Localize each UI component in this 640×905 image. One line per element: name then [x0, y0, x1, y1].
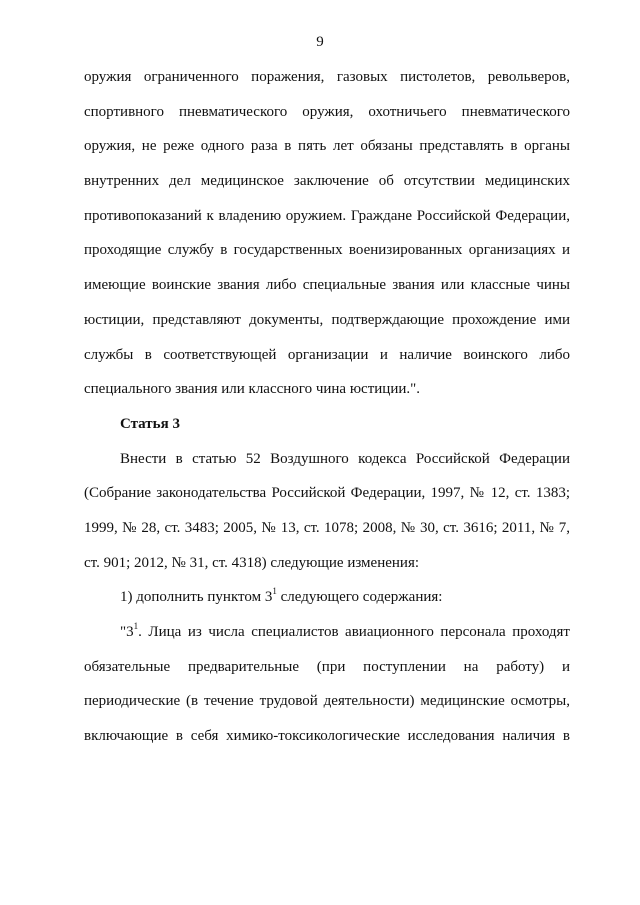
text-line: спортивного пневматического оружия, охотничьего пневматического [84, 103, 570, 120]
text-line: периодические (в течение трудовой деятельности) медицинские осмотры, [84, 693, 570, 710]
text-line: ст. 901; 2012, № 31, ст. 4318) следующие изменения: [84, 554, 420, 571]
text-line: специального звания или классного чина юстиции.". [84, 381, 420, 398]
text-line: оружия, не реже одного раза в пять лет обязаны представлять в органы [84, 138, 570, 155]
page-number: 9 [316, 34, 324, 50]
text-line: Внести в статью 52 Воздушного кодекса Российской Федерации [120, 450, 570, 467]
text-line: обязательные предварительные (при поступлении на работу) и [84, 658, 570, 675]
text-line: противопоказаний к владению оружием. Граждане Российской Федерации, [84, 207, 570, 224]
text-line: внутренних дел медицинское заключение об отсутствии медицинских [84, 173, 570, 190]
article-intro [84, 448, 570, 587]
quoted-amendment [84, 621, 570, 760]
document-body [84, 66, 570, 760]
text-line: оружия ограниченного поражения, газовых пистолетов, револьверов, [84, 69, 570, 85]
quote-open-text: . Лица из числа специалистов авиационного персонала проходят [138, 624, 570, 640]
text-line: проходящие службу в государственных военизированных организациях и [84, 242, 570, 259]
text-line: юстиции, представляют документы, подтверждающие прохождение ими [84, 311, 570, 328]
amendment-item-1 [84, 586, 570, 621]
text-line: включающие в себя химико-токсикологические исследования наличия в [84, 728, 570, 745]
item-text: 1) дополнить пунктом 3 [120, 589, 273, 606]
article-heading: Статья 3 [120, 415, 180, 432]
text-line: службы в соответствующей организации и наличие воинского либо [84, 346, 570, 363]
text-line: 1999, № 28, ст. 3483; 2005, № 13, ст. 1078; 2008, № 30, ст. 3616; 2011, № 7, [84, 519, 570, 536]
item-text: следующего содержания: [276, 589, 443, 606]
text-line [84, 621, 570, 656]
paragraph-continuation [84, 66, 570, 413]
text-line: имеющие воинские звания либо специальные звания или классные чины [84, 277, 570, 294]
quote-superscript: 1 [133, 621, 139, 631]
item-superscript: 1 [272, 586, 277, 597]
text-line: (Собрание законодательства Российской Федерации, 1997, № 12, ст. 1383; [84, 485, 570, 502]
quote-open-text: "3 [120, 624, 134, 640]
